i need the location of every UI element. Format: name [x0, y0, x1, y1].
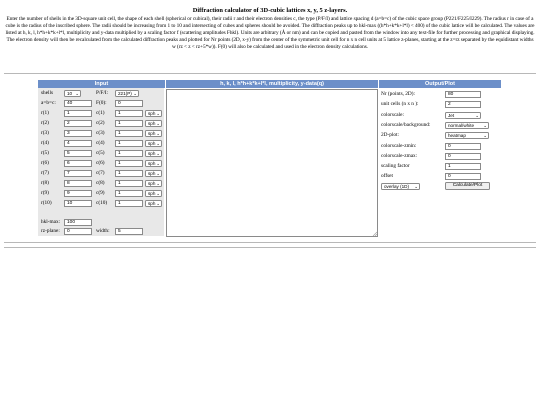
- f0-label: F(0):: [96, 100, 107, 106]
- pfi-label: P/F/I:: [96, 90, 109, 96]
- density-input[interactable]: 1: [115, 120, 143, 127]
- chevron-down-icon: ⌄: [414, 184, 418, 189]
- calculate-plot-button[interactable]: Calculate/Plot: [445, 182, 490, 190]
- chevron-down-icon: ⌄: [156, 201, 160, 206]
- background-select[interactable]: normal/white ⌄: [445, 122, 489, 129]
- hklmax-input[interactable]: 100: [64, 219, 92, 226]
- density-label: c(5): [96, 150, 105, 156]
- density-label: c(4): [96, 140, 105, 146]
- radius-input[interactable]: 10: [64, 200, 92, 207]
- radius-label: r(8): [41, 180, 49, 186]
- zmin-label: colorscale-zmin:: [381, 143, 417, 149]
- abc-input[interactable]: 40: [64, 100, 92, 107]
- scaling-input[interactable]: 1: [445, 163, 481, 170]
- chevron-down-icon: ⌄: [475, 113, 479, 118]
- shape-select[interactable]: sph ⌄: [145, 120, 162, 127]
- radius-input[interactable]: 6: [64, 160, 92, 167]
- radius-label: r(2): [41, 120, 49, 126]
- resize-handle-icon[interactable]: [372, 231, 377, 236]
- density-input[interactable]: 1: [115, 150, 143, 157]
- radius-input[interactable]: 4: [64, 140, 92, 147]
- nr-input[interactable]: 80: [445, 91, 481, 98]
- pfi-select[interactable]: 221(P) ⌄: [115, 90, 139, 97]
- density-label: c(6): [96, 160, 105, 166]
- radius-input[interactable]: 8: [64, 180, 92, 187]
- radius-input[interactable]: 9: [64, 190, 92, 197]
- shells-select[interactable]: 10 ⌄: [64, 90, 81, 97]
- radius-label: r(7): [41, 170, 49, 176]
- chevron-down-icon: ⌄: [156, 161, 160, 166]
- density-input[interactable]: 1: [115, 170, 143, 177]
- shape-select[interactable]: sph ⌄: [145, 140, 162, 147]
- density-label: c(1): [96, 110, 105, 116]
- radius-label: r(5): [41, 150, 49, 156]
- cells-input[interactable]: 2: [445, 101, 481, 108]
- radius-input[interactable]: 5: [64, 150, 92, 157]
- density-input[interactable]: 1: [115, 130, 143, 137]
- chevron-down-icon: ⌄: [156, 191, 160, 196]
- density-input[interactable]: 1: [115, 160, 143, 167]
- shape-select[interactable]: sph ⌄: [145, 130, 162, 137]
- radius-label: r(10): [41, 200, 52, 206]
- density-input[interactable]: 1: [115, 190, 143, 197]
- zmax-label: colorscale-zmax:: [381, 153, 418, 159]
- chevron-down-icon: ⌄: [156, 151, 160, 156]
- density-label: c(8): [96, 180, 105, 186]
- radius-label: r(6): [41, 160, 49, 166]
- rzplane-label: rz-plane:: [41, 228, 60, 234]
- background-label: colorscale/background:: [381, 122, 431, 128]
- nr-label: Nr (points, 2D):: [381, 91, 415, 97]
- chevron-down-icon: ⌄: [483, 133, 487, 138]
- shells-label: shells: [41, 90, 54, 96]
- radius-label: r(4): [41, 140, 49, 146]
- output-header: Output/Plot: [379, 80, 501, 88]
- data-header: h, k, l, h*h+k*k+l*l, multiplicity, y-data(q): [166, 80, 378, 88]
- shape-select[interactable]: sph ⌄: [145, 110, 162, 117]
- radius-input[interactable]: 2: [64, 120, 92, 127]
- overlay-select[interactable]: overlay (1D) ⌄: [381, 183, 420, 190]
- density-label: c(7): [96, 170, 105, 176]
- radius-label: r(3): [41, 130, 49, 136]
- chevron-down-icon: ⌄: [156, 171, 160, 176]
- density-input[interactable]: 1: [115, 140, 143, 147]
- chevron-down-icon: ⌄: [156, 141, 160, 146]
- radius-input[interactable]: 3: [64, 130, 92, 137]
- radius-label: r(1): [41, 110, 49, 116]
- zmax-input[interactable]: 0: [445, 153, 481, 160]
- divider-bottom: [4, 247, 536, 248]
- scaling-label: scaling factor: [381, 163, 410, 169]
- width-label: width:: [96, 228, 110, 234]
- density-input[interactable]: 1: [115, 110, 143, 117]
- density-input[interactable]: 1: [115, 180, 143, 187]
- width-input[interactable]: 5: [115, 228, 143, 235]
- shape-select[interactable]: sph ⌄: [145, 200, 162, 207]
- f0-input[interactable]: 0: [115, 100, 143, 107]
- hklmax-label: hkl-max:: [41, 219, 61, 225]
- density-input[interactable]: 1: [115, 200, 143, 207]
- radius-input[interactable]: 1: [64, 110, 92, 117]
- chevron-down-icon: ⌄: [156, 181, 160, 186]
- plot2d-label: 2D-plot:: [381, 132, 399, 138]
- density-label: c(3): [96, 130, 105, 136]
- page-description: Enter the number of shells in the 3D-square unit cell, the shape of each shell (spherical or cubical), their radii r and their electron densities c, the type (P/F/I) and lattice spacing d (a=b=c) of the cubic space group (P221/F225/I229). The radius r in case of a cube is the radius of the inscribed sphere. The radii should be increasing from 1 to 10 and intersecting of cubes and spheres should be avoided. The diffraction peaks up to hkl-max ((h*h+k*k+l*l) < 400) of the cubic lattice will be calculated. The values are listed at h, k, l, h*h+k*k+l*l, multiplicity and y-data multiplied by a scaling factor f (scattering amplitudes Fhkl). Units are arbitrary (Å or nm) and can be copied and pasted from the window into any text-file for further processing and graphical displaying. The electron density will then be recalculated from the calculated diffraction peaks and plotted for Nr points (2D, x-y) from the center of the symmetric unit cell for n x n cell units at 5 lattice z-planes, starting at the z=rz separated by the equidistant widths w (rz < z < rz+5*w)). F(0) will also be calculated and used in the electron density calculations.: [5, 16, 535, 50]
- shape-select[interactable]: sph ⌄: [145, 160, 162, 167]
- zmin-input[interactable]: 0: [445, 143, 481, 150]
- radius-input[interactable]: 7: [64, 170, 92, 177]
- divider-middle: [4, 242, 536, 243]
- chevron-down-icon: ⌄: [156, 121, 160, 126]
- input-header: Input: [38, 80, 165, 88]
- offset-input[interactable]: 0: [445, 173, 481, 180]
- chevron-down-icon: ⌄: [156, 111, 160, 116]
- chevron-down-icon: ⌄: [133, 91, 137, 96]
- plot2d-select[interactable]: heatmap ⌄: [445, 132, 489, 139]
- rzplane-input[interactable]: 0: [64, 228, 92, 235]
- abc-label: a=b=c:: [41, 100, 56, 106]
- colorscale-select[interactable]: Jet ⌄: [445, 112, 481, 119]
- shape-select[interactable]: sph ⌄: [145, 170, 162, 177]
- density-label: c(2): [96, 120, 105, 126]
- divider-top: [4, 73, 536, 74]
- cells-label: unit cells (n x n ):: [381, 101, 419, 107]
- page-title: Diffraction calculator of 3D-cubic lattices x, y, 5 z-layers.: [192, 7, 348, 14]
- shape-select[interactable]: sph ⌄: [145, 190, 162, 197]
- data-output-textarea[interactable]: [166, 89, 378, 237]
- chevron-down-icon: ⌄: [75, 91, 79, 96]
- shape-select[interactable]: sph ⌄: [145, 180, 162, 187]
- density-label: c(9): [96, 190, 105, 196]
- radius-label: r(9): [41, 190, 49, 196]
- chevron-down-icon: ⌄: [483, 123, 487, 128]
- shape-select[interactable]: sph ⌄: [145, 150, 162, 157]
- chevron-down-icon: ⌄: [156, 131, 160, 136]
- colorscale-label: colorscale:: [381, 112, 404, 118]
- offset-label: offset: [381, 173, 393, 179]
- density-label: c(10): [96, 200, 108, 206]
